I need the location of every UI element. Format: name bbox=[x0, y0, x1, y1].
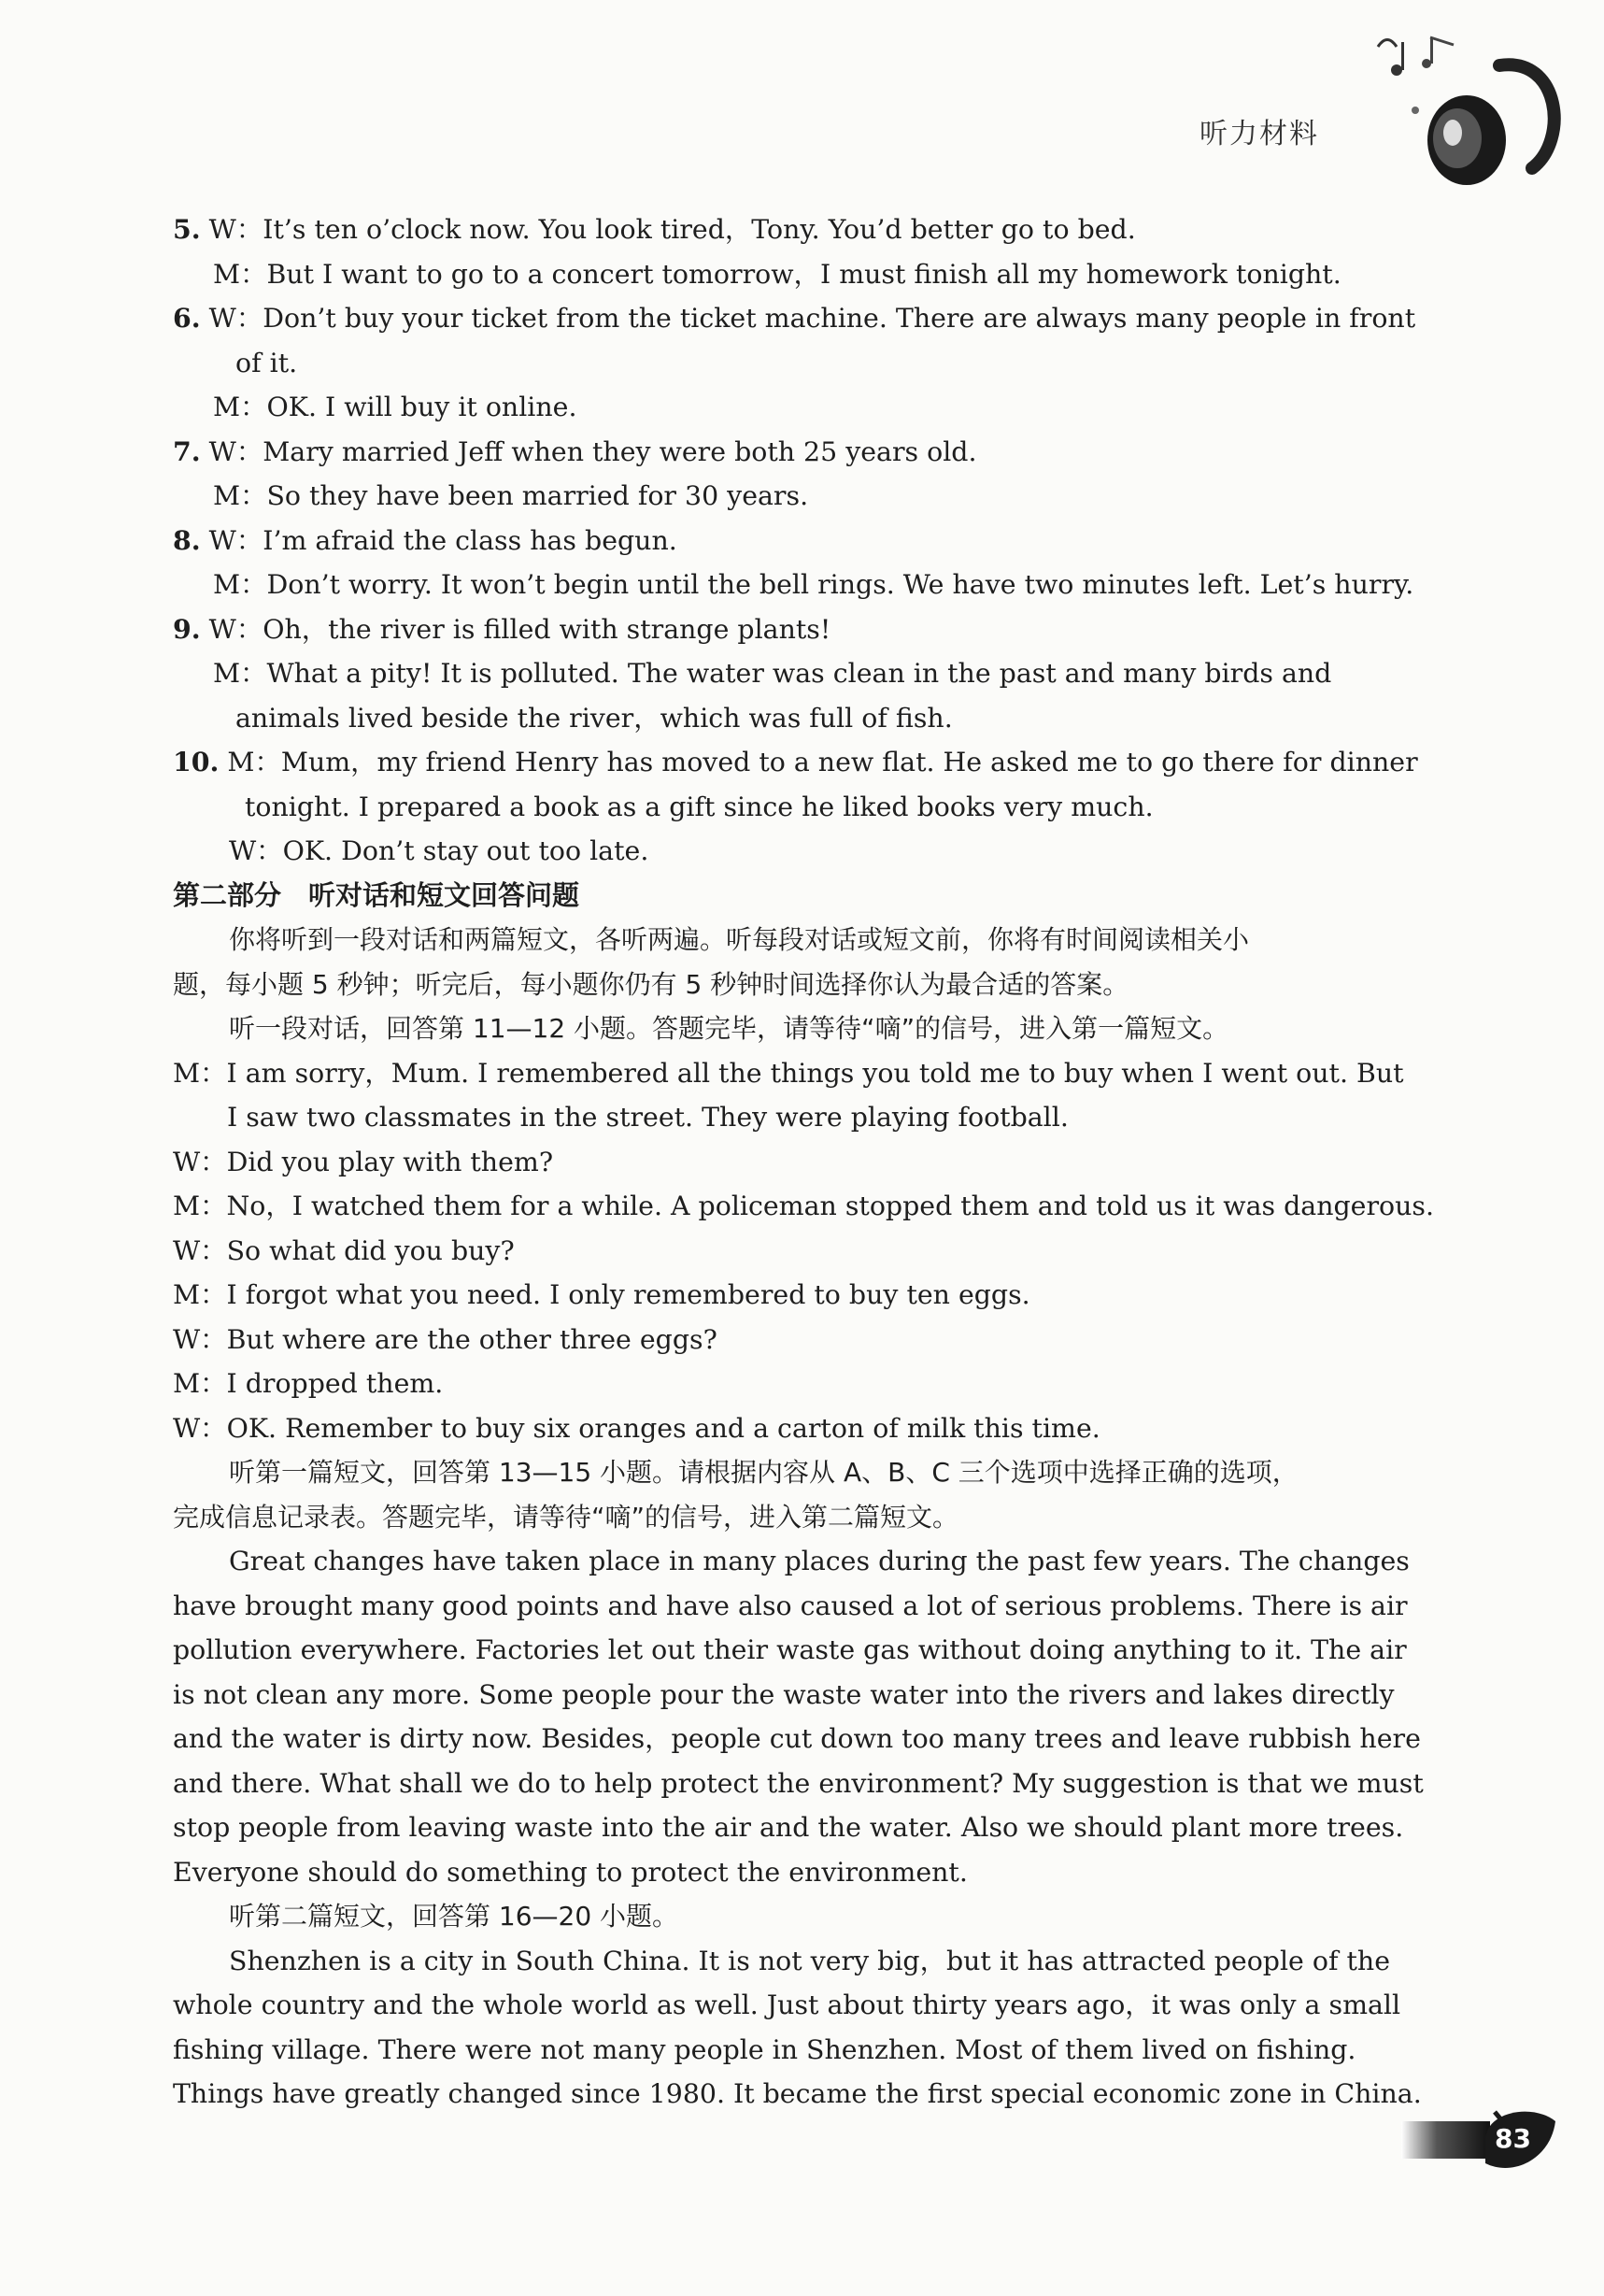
dialogue-line: of it. bbox=[235, 347, 298, 378]
dialogue-line: M：I dropped them. bbox=[173, 1368, 444, 1399]
passage-line: stop people from leaving waste into the air and the water. Also we should plant more trees. bbox=[173, 1812, 1404, 1843]
dialogue-line: 5. W：It’s ten o’clock now. You look tired，Tony. You’d better go to bed. bbox=[173, 213, 1136, 245]
page-number-badge bbox=[1401, 2103, 1569, 2187]
instruction-line: 你将听到一段对话和两篇短文，各听两遍。听每段对话或短文前，你将有时间阅读相关小 bbox=[229, 924, 1250, 955]
dialogue-line: 7. W：Mary married Jeff when they were both 25 years old. bbox=[173, 435, 977, 467]
instruction-line: 题，每小题 5 秒钟；听完后，每小题你仍有 5 秒钟时间选择你认为最合适的答案。 bbox=[173, 968, 1129, 1000]
instruction-line: 听一段对话，回答第 11—12 小题。答题完毕，请等待“嘀”的信号，进入第一篇短文。 bbox=[229, 1013, 1229, 1044]
section-heading: 第二部分 听对话和短文回答问题 bbox=[173, 878, 580, 911]
passage-line: and there. What shall we do to help protect the environment? My suggestion is that we must bbox=[173, 1767, 1424, 1799]
dialogue-line: M：No，I watched them for a while. A policeman stopped them and told us it was dangerous. bbox=[173, 1191, 1435, 1221]
dialogue-line: animals lived beside the river，which was full of fish. bbox=[235, 702, 953, 734]
dialogue-line: M：Don’t worry. It won’t begin until the bell rings. We have two minutes left. Let’s hurry. bbox=[213, 569, 1414, 600]
dialogue-line: M：I am sorry，Mum. I remembered all the things you told me to buy when I went out. But bbox=[173, 1057, 1404, 1089]
passage-line: pollution everywhere. Factories let out their waste gas without doing anything to it. The air bbox=[173, 1634, 1407, 1665]
dialogue-line: M：I forgot what you need. I only remembered to buy ten eggs. bbox=[173, 1279, 1030, 1310]
dialogue-line: 9. W：Oh，the river is filled with strange plants! bbox=[173, 612, 831, 645]
passage-line: is not clean any more. Some people pour the waste water into the rivers and lakes directly bbox=[173, 1678, 1395, 1710]
dialogue-line: 6. W：Don’t buy your ticket from the ticket machine. There are always many people in front bbox=[173, 302, 1416, 334]
dialogue-line: tonight. I prepared a book as a gift since he liked books very much. bbox=[245, 791, 1154, 822]
page-content bbox=[173, 207, 1476, 2117]
headphones-with-music-notes-icon bbox=[1359, 28, 1574, 196]
passage-line: Great changes have taken place in many places during the past few years. The changes bbox=[229, 1546, 1410, 1576]
dialogue-line: W：OK. Don’t stay out too late. bbox=[229, 835, 649, 866]
dialogue-line: 8. W：I’m afraid the class has begun. bbox=[173, 523, 677, 556]
instruction-line: 听第一篇短文，回答第 13—15 小题。请根据内容从 A、B、C 三个选项中选择正确的选项， bbox=[229, 1457, 1299, 1488]
instruction-line: 听第二篇短文，回答第 16—20 小题。 bbox=[229, 1901, 679, 1932]
passage-line: have brought many good points and have also caused a lot of serious problems. There is air bbox=[173, 1590, 1408, 1621]
passage-line: Things have greatly changed since 1980. It became the first special economic zone in China. bbox=[173, 2078, 1422, 2109]
passage-line: Everyone should do something to protect the environment. bbox=[173, 1856, 968, 1888]
dialogue-line: I saw two classmates in the street. They were playing football. bbox=[227, 1102, 1069, 1133]
passage-line: whole country and the whole world as well. Just about thirty years ago，it was only a small bbox=[173, 1989, 1401, 2020]
dialogue-line: W：Did you play with them? bbox=[173, 1146, 554, 1177]
instruction-line: 完成信息记录表。答题完毕，请等待“嘀”的信号，进入第二篇短文。 bbox=[173, 1501, 959, 1533]
dialogue-line: M：OK. I will buy it online. bbox=[213, 392, 577, 422]
dialogue-line: M：What a pity! It is polluted. The water was clean in the past and many birds and bbox=[213, 658, 1332, 689]
page-number: 83 bbox=[1495, 2123, 1531, 2154]
dialogue-line: W：But where are the other three eggs? bbox=[173, 1323, 717, 1355]
dialogue-line: M：So they have been married for 30 years. bbox=[213, 480, 809, 511]
passage-line: fishing village. There were not many people in Shenzhen. Most of them lived on fishing. bbox=[173, 2033, 1356, 2065]
dialogue-line: 10. M：Mum，my friend Henry has moved to a new flat. He asked me to go there for dinner bbox=[173, 746, 1418, 777]
passage-line: and the water is dirty now. Besides，people cut down too many trees and leave rubbish here bbox=[173, 1723, 1421, 1754]
dialogue-line: W：So what did you buy? bbox=[173, 1234, 515, 1266]
dialogue-line: M：But I want to go to a concert tomorrow，I must finish all my homework tonight. bbox=[213, 258, 1341, 290]
passage-line: Shenzhen is a city in South China. It is not very big，but it has attracted people of the bbox=[229, 1945, 1390, 1976]
section-title: 听力材料 bbox=[1199, 118, 1319, 150]
dialogue-line: W：OK. Remember to buy six oranges and a carton of milk this time. bbox=[173, 1412, 1100, 1444]
